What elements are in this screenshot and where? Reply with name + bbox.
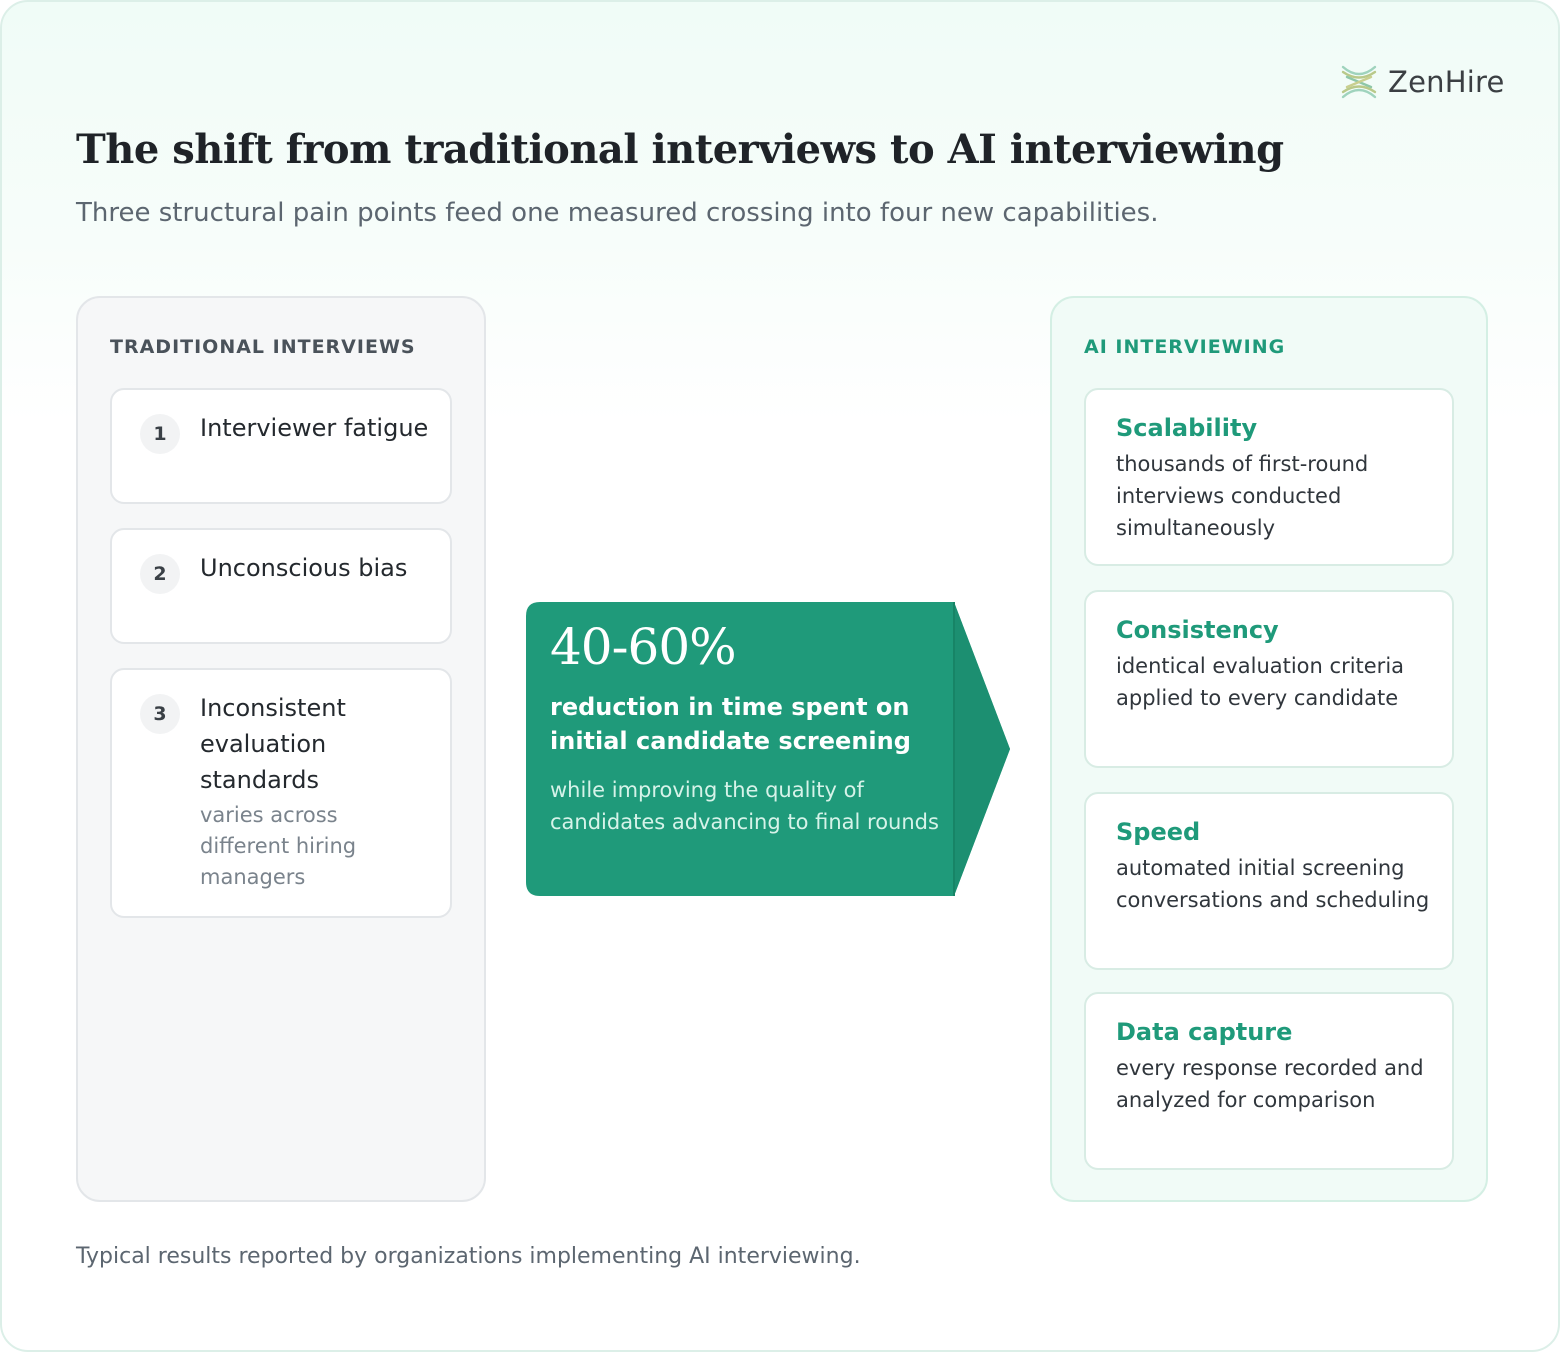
pain-point-title: Unconscious bias (200, 554, 408, 582)
pain-point-card (110, 528, 452, 644)
transition-arrow (526, 602, 1012, 896)
capability-title: Data capture (1116, 1018, 1293, 1046)
capability-card (1084, 792, 1454, 970)
pain-point-number: 2 (140, 554, 180, 594)
capability-title: Speed (1116, 818, 1201, 846)
pain-point-description: varies across different hiring managers (200, 803, 357, 889)
zenhire-logo-icon (1338, 61, 1380, 103)
pain-point-number: 3 (140, 694, 180, 734)
capability-description: thousands of first-round interviews conducted simultaneously (1116, 452, 1369, 540)
brand-name: ZenHire (1388, 65, 1505, 99)
stat-lead-text: reduction in time spent on initial candidate screening (550, 693, 911, 755)
stat-value: 40-60% (550, 618, 736, 676)
traditional-heading: TRADITIONAL INTERVIEWS (110, 336, 416, 358)
capability-card (1084, 992, 1454, 1170)
pain-point-title: Interviewer fatigue (200, 414, 429, 442)
pain-point-card (110, 388, 452, 504)
capability-description: automated initial screening conversations and scheduling (1116, 856, 1430, 912)
page-title: The shift from traditional interviews to AI interviewing (76, 126, 1284, 173)
footnote: Typical results reported by organizations implementing AI interviewing. (76, 1244, 861, 1269)
ai-panel (1050, 296, 1488, 1202)
pain-point-number: 1 (140, 414, 180, 454)
capability-card (1084, 388, 1454, 566)
pain-point-card (110, 668, 452, 918)
brand-logo (1338, 58, 1504, 106)
page-subtitle: Three structural pain points feed one measured crossing into four new capabilities. (76, 198, 1159, 228)
capability-description: identical evaluation criteria applied to every candidate (1116, 654, 1405, 710)
capability-title: Consistency (1116, 616, 1279, 644)
traditional-panel (76, 296, 486, 1202)
capability-card (1084, 590, 1454, 768)
pain-point-title: Inconsistent evaluation standards (200, 694, 346, 794)
capability-description: every response recorded and analyzed for comparison (1116, 1056, 1424, 1112)
capability-title: Scalability (1116, 414, 1258, 442)
stat-note-text: while improving the quality of candidates advancing to final rounds (550, 778, 939, 834)
ai-heading: AI INTERVIEWING (1084, 336, 1286, 358)
